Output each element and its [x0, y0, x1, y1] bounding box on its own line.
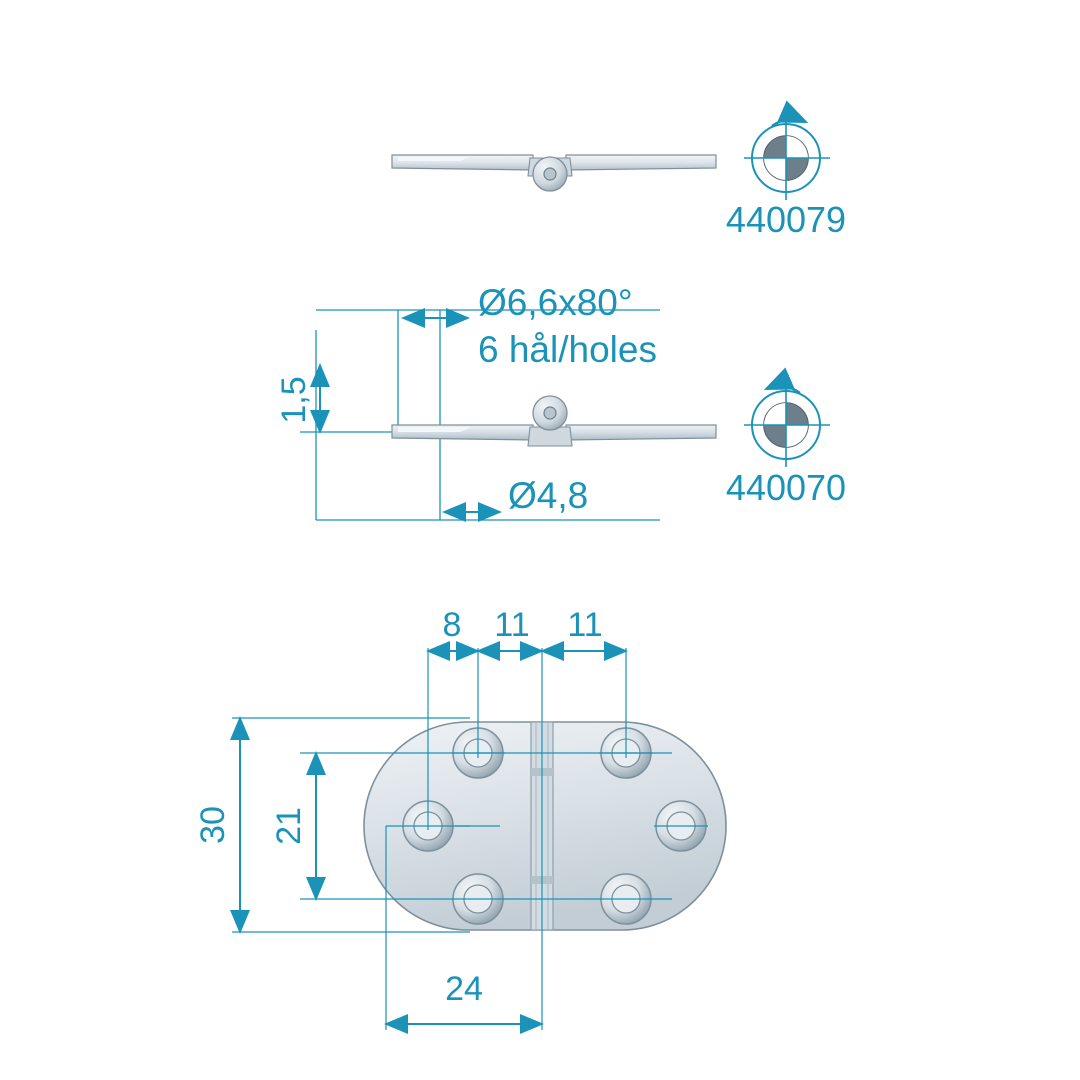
- dim-11-right: 11: [567, 606, 603, 644]
- rotation-symbol-middle: [744, 383, 830, 467]
- dim-thickness-1-5: 1,5: [275, 376, 313, 424]
- dim-21: 21: [270, 807, 308, 845]
- part-number-440079: 440079: [725, 199, 847, 240]
- dim-8: 8: [442, 606, 462, 644]
- hinge-leaf-right: [566, 425, 716, 440]
- leaf-left-highlight: [398, 157, 470, 161]
- part-number-440070: 440070: [725, 467, 847, 508]
- pin-circle: [544, 407, 556, 419]
- dim-countersink: Ø6,6x80°: [478, 282, 633, 323]
- dim-11-left: 11: [494, 606, 530, 644]
- dim-hole-count: 6 hål/holes: [478, 329, 657, 370]
- dim-30: 30: [194, 806, 232, 844]
- hinge-leaf-right: [566, 155, 716, 170]
- pin-circle: [544, 168, 556, 180]
- view-top-side-profile: [392, 116, 846, 240]
- view-middle-side-profile: [275, 282, 846, 520]
- dim-hole-diameter: Ø4,8: [508, 475, 589, 516]
- view-plan: [194, 606, 726, 1030]
- rotation-symbol-top: [744, 116, 830, 200]
- dim-24: 24: [445, 970, 483, 1008]
- leaf-left-highlight: [398, 427, 472, 432]
